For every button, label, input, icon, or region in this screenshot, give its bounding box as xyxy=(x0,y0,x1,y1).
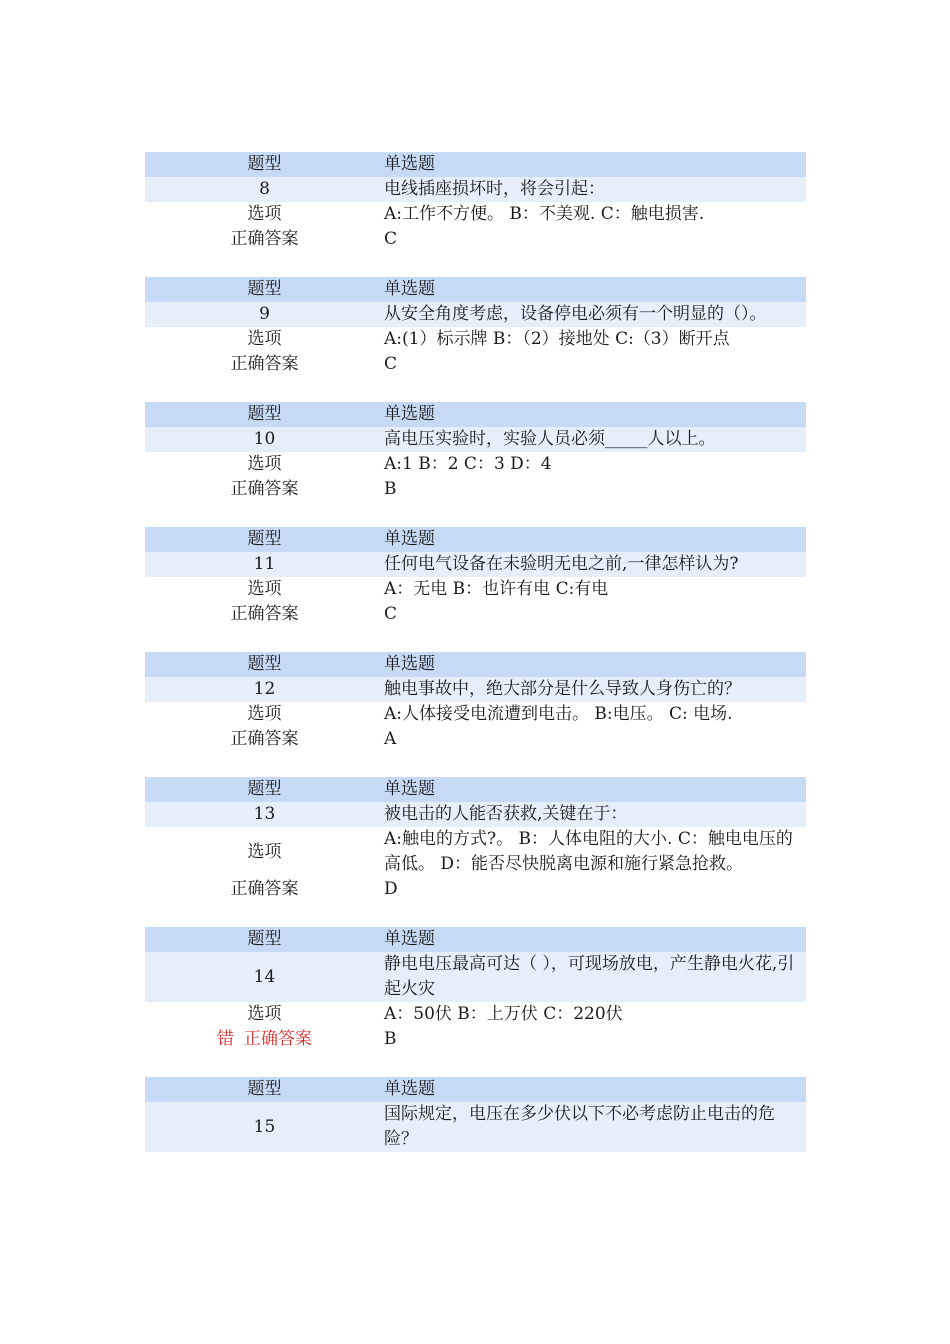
question-number: 15 xyxy=(253,1116,276,1137)
question-number: 9 xyxy=(259,304,270,324)
answer-value: D xyxy=(384,879,398,899)
answer-row xyxy=(145,602,806,627)
type-label: 题型 xyxy=(247,654,282,674)
options-row xyxy=(145,702,806,727)
answer-label: 正确答案 xyxy=(230,479,299,499)
question-block xyxy=(145,777,806,902)
type-label: 题型 xyxy=(247,1079,282,1099)
options-text: A:工作不方便。 B：不美观. C：触电损害. xyxy=(384,204,705,224)
options-row xyxy=(145,577,806,602)
type-value: 单选题 xyxy=(384,529,435,549)
question-type-row xyxy=(145,527,806,552)
question-text: 从安全角度考虑，设备停电必须有一个明显的（）。 xyxy=(384,304,767,324)
options-text: A:1 B：2 C：3 D：4 xyxy=(384,454,552,474)
question-type-row xyxy=(145,652,806,677)
question-number: 8 xyxy=(259,179,270,199)
question-type-row xyxy=(145,777,806,802)
type-label: 题型 xyxy=(247,154,282,174)
type-value: 单选题 xyxy=(384,404,435,424)
answer-label xyxy=(145,1027,384,1052)
answer-row xyxy=(145,352,806,377)
question-type-row xyxy=(145,927,806,952)
question-number: 13 xyxy=(253,804,276,824)
question-number: 10 xyxy=(253,429,276,449)
question-text-row xyxy=(145,677,806,702)
options-label: 选项 xyxy=(247,454,282,474)
type-label: 题型 xyxy=(247,529,282,549)
answer-label: 正确答案 xyxy=(230,604,299,624)
question-text-row xyxy=(145,802,806,827)
question-number: 11 xyxy=(253,554,276,574)
answer-row xyxy=(145,477,806,502)
wrong-answer-mark: 错 xyxy=(217,1029,234,1049)
question-text: 国际规定，电压在多少伏以下不必考虑防止电击的危险？ xyxy=(384,1104,775,1149)
answer-value: B xyxy=(384,1029,397,1049)
question-text-row xyxy=(145,952,806,1002)
answer-row xyxy=(145,877,806,902)
answer-label: 正确答案 xyxy=(230,229,299,249)
question-number: 14 xyxy=(253,966,276,987)
type-value: 单选题 xyxy=(384,1079,435,1099)
question-text: 静电电压最高可达（ ），可现场放电，产生静电火花,引起火灾 xyxy=(384,954,795,999)
question-text: 电线插座损坏时，将会引起： xyxy=(384,179,605,199)
question-text-row xyxy=(145,1102,806,1152)
quiz-question-list xyxy=(145,152,806,1177)
question-text-row xyxy=(145,427,806,452)
question-block xyxy=(145,527,806,627)
question-text-row xyxy=(145,302,806,327)
type-label: 题型 xyxy=(247,404,282,424)
answer-label-text: 正确答案 xyxy=(244,1029,312,1049)
answer-row xyxy=(145,1027,806,1052)
answer-label: 正确答案 xyxy=(230,879,299,899)
options-text: A：50伏 B：上万伏 C：220伏 xyxy=(384,1004,623,1024)
answer-value: C xyxy=(384,604,398,624)
type-label: 题型 xyxy=(247,929,282,949)
answer-label: 正确答案 xyxy=(230,729,299,749)
question-block xyxy=(145,277,806,377)
options-label: 选项 xyxy=(247,204,282,224)
question-text: 触电事故中，绝大部分是什么导致人身伤亡的？ xyxy=(384,679,741,699)
type-label: 题型 xyxy=(247,779,282,799)
question-type-row xyxy=(145,402,806,427)
options-row xyxy=(145,327,806,352)
answer-value: A xyxy=(384,729,397,749)
question-block xyxy=(145,927,806,1052)
type-value: 单选题 xyxy=(384,929,435,949)
type-value: 单选题 xyxy=(384,654,435,674)
options-label: 选项 xyxy=(247,1004,282,1024)
question-type-row xyxy=(145,1077,806,1102)
question-text: 任何电气设备在未验明无电之前,一律怎样认为? xyxy=(384,554,739,574)
options-label: 选项 xyxy=(247,329,282,349)
question-text: 被电击的人能否获救,关键在于： xyxy=(384,804,628,824)
type-label: 题型 xyxy=(247,279,282,299)
answer-row xyxy=(145,727,806,752)
answer-row xyxy=(145,227,806,252)
options-row xyxy=(145,827,806,877)
type-value: 单选题 xyxy=(384,779,435,799)
question-number: 12 xyxy=(253,679,276,699)
question-text-row xyxy=(145,552,806,577)
answer-value: B xyxy=(384,479,397,499)
type-value: 单选题 xyxy=(384,154,435,174)
answer-value: C xyxy=(384,229,398,249)
options-row xyxy=(145,452,806,477)
question-type-row xyxy=(145,277,806,302)
question-block xyxy=(145,152,806,252)
question-block xyxy=(145,1077,806,1152)
options-text: A：无电 B：也许有电 C:有电 xyxy=(384,579,609,599)
answer-value: C xyxy=(384,354,398,374)
options-row xyxy=(145,202,806,227)
options-label: 选项 xyxy=(247,841,282,862)
options-label: 选项 xyxy=(247,579,282,599)
options-text: A:触电的方式?。 B：人体电阻的大小. C：触电电压的高低。 D：能否尽快脱离电源和施行紧急抢救。 xyxy=(384,829,793,874)
options-label: 选项 xyxy=(247,704,282,724)
question-block xyxy=(145,652,806,752)
answer-label: 正确答案 xyxy=(230,354,299,374)
question-text: 高电压实验时，实验人员必须_____人以上。 xyxy=(384,429,716,449)
options-row xyxy=(145,1002,806,1027)
options-text: A:人体接受电流遭到电击。 B:电压。 C: 电场. xyxy=(384,704,733,724)
question-type-row xyxy=(145,152,806,177)
type-value: 单选题 xyxy=(384,279,435,299)
question-block xyxy=(145,402,806,502)
options-text: A:(1）标示牌 B：（2）接地处 C:（3）断开点 xyxy=(384,329,730,349)
question-text-row xyxy=(145,177,806,202)
